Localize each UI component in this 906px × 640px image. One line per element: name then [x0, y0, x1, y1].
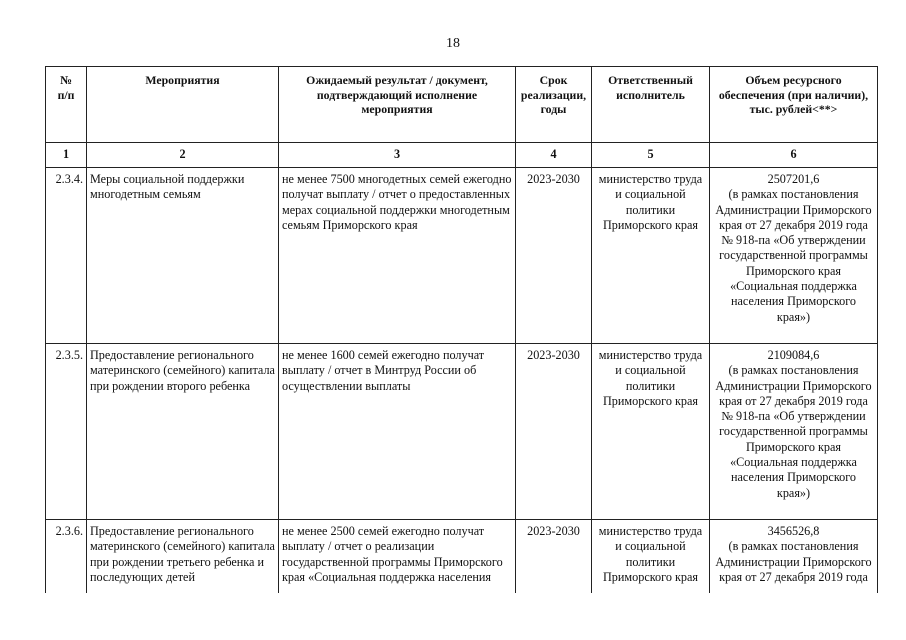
row-funding — [710, 168, 878, 344]
row-executor: министерство труда и социальной политики Приморского края — [592, 520, 710, 594]
measures-table — [45, 66, 878, 593]
row-funding — [710, 520, 878, 594]
row-executor: министерство труда и социальной политики Приморского края — [592, 168, 710, 344]
column-number: 3 — [279, 143, 516, 168]
row-number: 2.3.6. — [46, 520, 87, 594]
row-period: 2023-2030 — [516, 168, 592, 344]
column-number: 2 — [87, 143, 279, 168]
page-number: 18 — [446, 36, 460, 51]
funding-amount: 2507201,6 — [767, 172, 820, 186]
column-numbers-row — [46, 143, 878, 168]
row-number: 2.3.5. — [46, 344, 87, 520]
column-number: 5 — [592, 143, 710, 168]
header-executor: Ответственный исполнитель — [592, 67, 710, 143]
header-num: № п/п — [46, 67, 87, 143]
row-result: не менее 2500 семей ежегодно получат выплату / отчет о реализации государственной программы Приморского края «Социальная поддержка населения — [279, 520, 516, 594]
row-result: не менее 1600 семей ежегодно получат выплату / отчет в Минтруд России об осуществлении выплаты — [279, 344, 516, 520]
row-period: 2023-2030 — [516, 344, 592, 520]
row-result: не менее 7500 многодетных семей ежегодно получат выплату / отчет о предоставленных мерах социальной поддержки многодетным семьям Приморского края — [279, 168, 516, 344]
row-executor: министерство труда и социальной политики Приморского края — [592, 344, 710, 520]
table-header-row — [46, 67, 878, 143]
funding-note: (в рамках постановления Администрации Приморского края от 27 декабря 2019 года № 918-па «Об утверждении государственной программы Приморского края «Социальная поддержка населения Приморского края») — [715, 363, 872, 500]
funding-note: (в рамках постановления Администрации Приморского края от 27 декабря 2019 года — [715, 539, 872, 584]
funding-note: (в рамках постановления Администрации Приморского края от 27 декабря 2019 года № 918-па «Об утверждении государственной программы Приморского края «Социальная поддержка населения Приморского края») — [715, 187, 872, 324]
column-number: 4 — [516, 143, 592, 168]
funding-amount: 2109084,6 — [767, 348, 820, 362]
header-period: Срок реализации, годы — [516, 67, 592, 143]
row-measure: Меры социальной поддержки многодетным семьям — [87, 168, 279, 344]
header-funding: Объем ресурсного обеспечения (при наличии), тыс. рублей<**> — [710, 67, 878, 143]
row-funding — [710, 344, 878, 520]
funding-amount: 3456526,8 — [767, 524, 820, 538]
row-period: 2023-2030 — [516, 520, 592, 594]
table-row — [46, 520, 878, 594]
table-row — [46, 168, 878, 344]
header-measures: Мероприятия — [87, 67, 279, 143]
table-row — [46, 344, 878, 520]
column-number: 6 — [710, 143, 878, 168]
header-result: Ожидаемый результат / документ, подтверждающий исполнение мероприятия — [279, 67, 516, 143]
column-number: 1 — [46, 143, 87, 168]
row-measure: Предоставление регионального материнского (семейного) капитала при рождении третьего ребенка и последующих детей — [87, 520, 279, 594]
row-number: 2.3.4. — [46, 168, 87, 344]
row-measure: Предоставление регионального материнского (семейного) капитала при рождении второго ребенка — [87, 344, 279, 520]
